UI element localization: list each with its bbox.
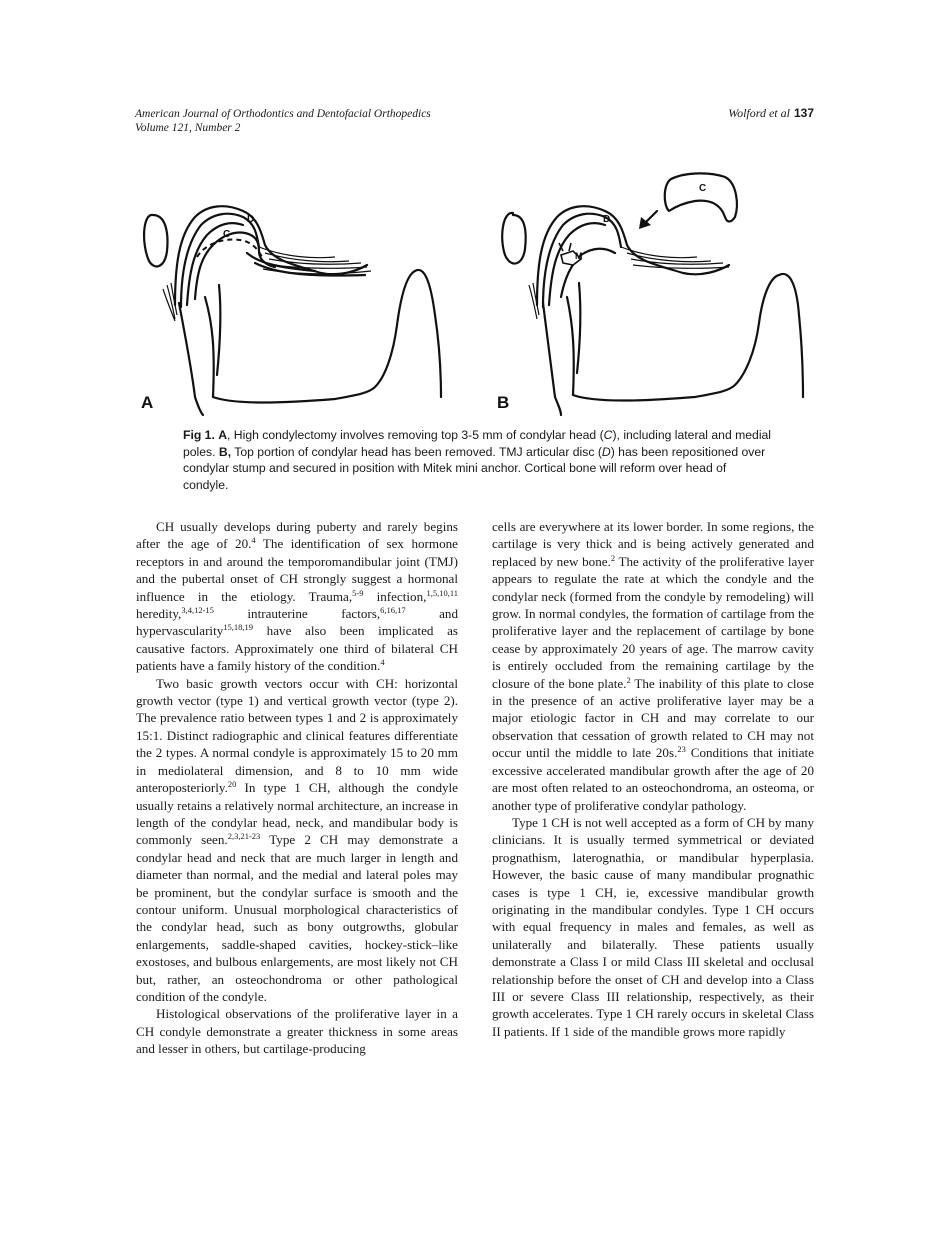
- figure-1: [135, 165, 815, 420]
- panel-a-label-d: D: [247, 214, 255, 225]
- panel-a-letter: A: [141, 393, 154, 412]
- running-header-right: [728, 106, 814, 121]
- journal-volume: Volume 121, Number 2: [135, 122, 241, 134]
- panel-b-label-m: M: [575, 251, 583, 261]
- running-header-journal: [135, 107, 431, 135]
- page-number: 137: [793, 106, 814, 120]
- caption-a: A: [218, 428, 228, 442]
- caption-text-3: Top portion of condylar head has been removed. TMJ articular disc (: [231, 444, 602, 459]
- caption-b: B,: [218, 444, 232, 459]
- paragraph: cells are everywhere at its lower border. In some regions, the cartilage is very thick and is being actively generated and replaced by new bone.$^2$ The activity of the proliferative layer appears to regulate the rate at which the condyle and the condylar neck (formed from the condyle by remodeling) will grow. In normal condyles, the formation of cartilage from the proliferative layer and the replacement of cartilage by bone cease by approximately 20 years of age. The marrow cavity is entirely occluded from the remaining cartilage by the closure of the bone plate.$^2$ The inability of this plate to close in the presence of an active proliferative layer may be a major etiologic factor in CH and may correlate to our observation that cessation of growth related to CH may not occur until the middle to late 20s.$^{23}$ Conditions that initiate excessive accelerated mandibular growth after the age of 20 are most often related to an osteochondroma, an osteoma, or another type of proliferative condylar pathology.: [492, 519, 814, 813]
- caption-fig-label: Fig 1.: [183, 428, 215, 442]
- caption-text-4: ) has been repositioned over condylar stump and secured in position with Mitek mini anchor. Cortical bone will reform over head of condyle.: [183, 444, 766, 492]
- paragraph: CH usually develops during puberty and rarely begins after the age of 20.$^4$ The identification of sex hormone receptors in and around the temporomandibular joint (TMJ) and the pubertal onset of CH strongly suggest a hormonal influence in the etiology. Trauma,$^{5-9}$ infection,$^{1,5,10,11}$ heredity,$^{3,4,12-15}$ intrauterine factors,$^{6,16,17}$ and hypervascularity$^{15,18,19}$ have also been implicated as causative factors. Approximately one third of bilateral CH patients have a family history of the condition.$^4$: [136, 519, 459, 674]
- journal-title: American Journal of Orthodontics and Dentofacial Orthopedics: [135, 108, 431, 120]
- panel-b-hatching: [529, 247, 729, 319]
- caption-c: C: [603, 428, 613, 442]
- panel-b-drawing: [502, 173, 803, 415]
- author-label: Wolford et al: [728, 106, 790, 120]
- panel-a-drawing: [144, 206, 441, 415]
- panel-b-label-d: D: [603, 214, 611, 225]
- panel-b-letter: B: [497, 393, 510, 412]
- body-column-right: [492, 518, 814, 1040]
- caption-d: D: [601, 444, 611, 459]
- body-column-left: [136, 518, 458, 1058]
- panel-a-label-c: C: [223, 229, 231, 240]
- figure-caption: [183, 427, 773, 493]
- caption-text-1: , High condylectomy involves removing top 3-5 mm of condylar head (: [227, 428, 604, 442]
- paragraph: Histological observations of the proliferative layer in a CH condyle demonstrate a greater thickness in some areas and lesser in others, but cartilage-producing: [136, 1006, 458, 1057]
- paragraph: Two basic growth vectors occur with CH: horizontal growth vector (type 1) and vertical growth vector (type 2). The prevalence ratio between types 1 and 2 is approximately 15:1. Distinct radiographic and clinical features differentiate the 2 types. A normal condyle is approximately 15 to 20 mm in mediolateral dimension, and 8 to 10 mm wide anteroposteriorly.$^{20}$ In type 1 CH, although the condyle usually retains a relatively normal architecture, an increase in length of the condylar head, neck, and mandibular body is commonly seen.$^{2,3,21-23}$ Type 2 CH may demonstrate a condylar head and neck that are much larger in length and diameter than normal, and the medial and lateral poles may be prominent, but the condylar surface is smooth and the contour uniform. Unusual morphological characteristics of the condylar head, such as bony outgrowths, globular enlargements, saddle-shaped cavities, hockey-stick–like exostoses, and bulbous enlargements, are most likely not CH but, rather, an osteochondroma or other pathological condition of the condyle.: [136, 675, 458, 1004]
- caption-text-2: ), including lateral and medial poles.: [183, 428, 772, 459]
- paragraph: Type 1 CH is not well accepted as a form of CH by many clinicians. It is usually termed symmetrical or deviated prognathism, laterognathia, or mandibular hyperplasia. However, the basic cause of many mandibular prognathic cases is type 1 CH, ie, excessive mandibular growth originating in the mandibular condyles. Type 1 CH occurs with equal frequency in males and females, as well as unilaterally and bilaterally. These patients usually demonstrate a Class I or mild Class III skeletal and occlusal relationship before the onset of CH and develop into a Class III or severe Class III relationship, respectively, as their growth accelerates. Type 1 CH rarely occurs in skeletal Class II patients. If 1 side of the mandible grows more rapidly: [492, 814, 814, 1039]
- panel-b-label-c: C: [699, 183, 707, 194]
